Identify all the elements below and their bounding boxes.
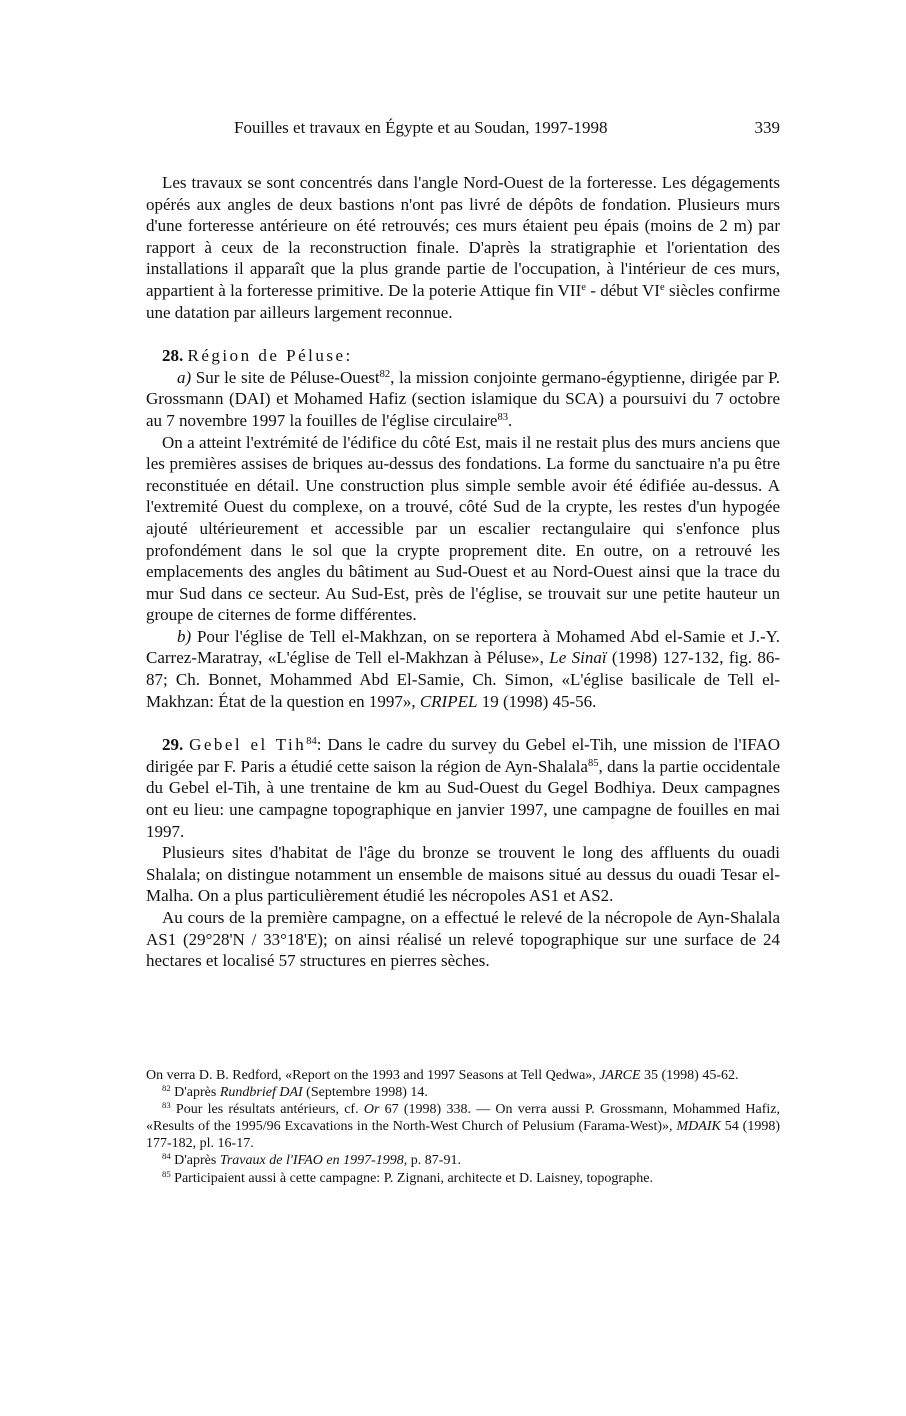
section-28-heading (146, 345, 780, 367)
page-header (234, 118, 780, 140)
section-gap (146, 712, 780, 734)
paragraph-28b (146, 626, 780, 712)
footnote-number: 82 (162, 1083, 171, 1094)
superscript: e (581, 282, 586, 294)
paragraph-29 (146, 734, 780, 842)
text-run: Sur le site de Péluse-Ouest (191, 367, 380, 387)
text-run: , p. 87-91. (403, 1153, 461, 1169)
item-letter: b) (177, 626, 192, 646)
text-run: 35 (1998) 45-62. (640, 1068, 739, 1083)
section-gap (146, 323, 780, 345)
paragraph-28-eglise: On a atteint l'extrémité de l'édifice du côté Est, mais il ne restait plus des murs anciens que les premières assises de briques au-dessus des fondations. La forme du sanctuaire n'a pu être reconstituée en détail. Une construction plus simple semble avoir été édifiée au-dessus. A l'extremité Ouest du complexe, on a trouvé, côté Sud de la crypte, les restes d'un hypogée ajouté ultérieurement et accessible par un escalier rectangulaire qui s'enfonce plus profondément dans le sol que la crypte proprement dite. En outre, on a retrouvé les emplacements des angles du bâtiment au Sud-Ouest et au Nord-Ouest ainsi que la trace du mur Sud dans ce secteur. Au Sud-Est, près de l'église, se trouvait sur une petite hauteur un groupe de citernes de forme différentes. (146, 432, 780, 625)
journal-title: CRIPEL (419, 691, 478, 711)
journal-title: MDAIK (676, 1119, 721, 1135)
text-run: On verra D. B. Redford, «Report on the 1993 and 1997 Seasons at Tell Qedwa», (146, 1068, 600, 1083)
footnote-ref: 84 (306, 736, 317, 748)
text-run: D'après (170, 1085, 220, 1101)
text-run: Pour l'église de Tell el-Makhzan, on se reportera à Mohamed Abd el-Samie et J.-Y. Carrez-Maratray, «L'église de Tell el-Makhzan à Péluse», (146, 626, 780, 668)
section-title: Région de Péluse: (187, 346, 353, 366)
journal-title: JARCE (599, 1068, 641, 1083)
paragraph-forteresse (146, 172, 780, 323)
text-run: Les travaux se sont concentrés dans l'angle Nord-Ouest de la forteresse. Les dégagements opérés aux angles de deux bastions n'ont pas livré de dépôts de fondation. Plusieurs murs d'une forteresse antérieure on été retrouvés; ces murs étaient peu épais (moins de 2 m) par rapport à ceux de la reconstruction finale. D'après la stratigraphie et l'orientation des installations il apparaît que la plus grande partie de l'occupation, à l'intérieur de ces murs, appartient à la forteresse primitive. De la poterie Attique fin VII (146, 173, 780, 300)
footnotes (146, 1067, 780, 1187)
item-letter: a) (177, 367, 192, 387)
page-number: 339 (754, 118, 780, 137)
footnote-number: 85 (162, 1168, 171, 1179)
footnote-ref: 83 (497, 412, 508, 424)
text-run: 67 (1998) 338. — On verra aussi P. Grossmann, Mohammed Hafiz, «Results of the 1995/96 Excavations in the North-West Church of Pelusium (Farama-West)», (146, 1102, 780, 1135)
text-run: 19 (1998) 45-56. (477, 691, 597, 711)
text-run: (1998) 127-132, fig. 86-87; Ch. Bonnet, Mohammed Abd El-Samie, Ch. Simon, «L'église basilicale de Tell el-Makhzan: État de la question en 1997», (146, 648, 781, 711)
text-run: . (507, 410, 513, 430)
section-number: 29. (162, 735, 184, 755)
journal-title: Or (363, 1102, 380, 1118)
footnote-83 (146, 1101, 780, 1152)
paragraph-29-releve: Au cours de la première campagne, on a effectué le relevé de la nécropole de Ayn-Shalala AS1 (29°28'N / 33°18'E); on ainsi réalisé un relevé topographique sur une surface de 24 hectares et localisé 57 structures en pierres sèches. (146, 908, 780, 971)
footnote-number: 84 (162, 1151, 171, 1162)
footnote-82 (146, 1084, 780, 1101)
superscript: e (659, 282, 665, 294)
text-run: 54 (1998) 177-182, pl. 16-17. (146, 1119, 781, 1152)
footnote-84 (146, 1152, 780, 1169)
journal-title: Rundbrief DAI (219, 1085, 303, 1101)
footnote-ref: 85 (587, 758, 599, 770)
footnote-number: 83 (162, 1100, 171, 1111)
text-run: - début VI (585, 280, 660, 300)
section-title: Gebel el Tih (189, 735, 307, 755)
section-number: 28. (162, 346, 184, 366)
running-head: Fouilles et travaux en Égypte et au Soudan, 1997-1998 (234, 118, 608, 137)
footnote-continuation (146, 1067, 780, 1084)
text-run: , la mission conjointe germano-égyptienne, dirigée par P. Grossmann (DAI) et Mohamed Hafiz (section islamique du SCA) a poursuivi du 7 octobre au 7 novembre 1997 la fouilles de l'église circulaire (146, 367, 781, 430)
journal-title: Le Sinaï (549, 648, 607, 668)
text-run: Participaient aussi à cette campagne: P. Zignani, architecte et D. Laisney, topographe. (170, 1170, 653, 1186)
body-text (146, 172, 780, 972)
text-run: : Dans le cadre du survey du Gebel el-Tih, une mission de l'IFAO dirigée par F. Paris a étudié cette saison la région de Ayn-Shalala (146, 735, 781, 776)
text-run: (Septembre 1998) 14. (302, 1085, 428, 1101)
text-run: Pour les résultats antérieurs, cf. (170, 1102, 364, 1118)
text-run: D'après (170, 1153, 220, 1169)
footnote-ref: 82 (379, 368, 391, 380)
text-run: , dans la partie occidentale du Gebel el-Tih, à une trentaine de km au Sud-Ouest du Gegel Bodhiya. Deux campagnes ont eu lieu: une campagne topographique en janvier 1997, une campagne de fouilles en mai 1997. (146, 756, 780, 841)
text-run: siècles confirme une datation par ailleurs largement reconnue. (146, 280, 780, 322)
footnote-85 (146, 1170, 780, 1187)
journal-title: Travaux de l'IFAO en 1997-1998 (219, 1153, 404, 1169)
paragraph-29-sites: Plusieurs sites d'habitat de l'âge du bronze se trouvent le long des affluents du ouadi Shalala; on distingue notamment un ensemble de maisons situé au dessus du ouadi Tesar el-Malha. On a plus particulièrement étudié les nécropoles AS1 et AS2. (146, 843, 780, 906)
paragraph-28a (146, 367, 780, 432)
